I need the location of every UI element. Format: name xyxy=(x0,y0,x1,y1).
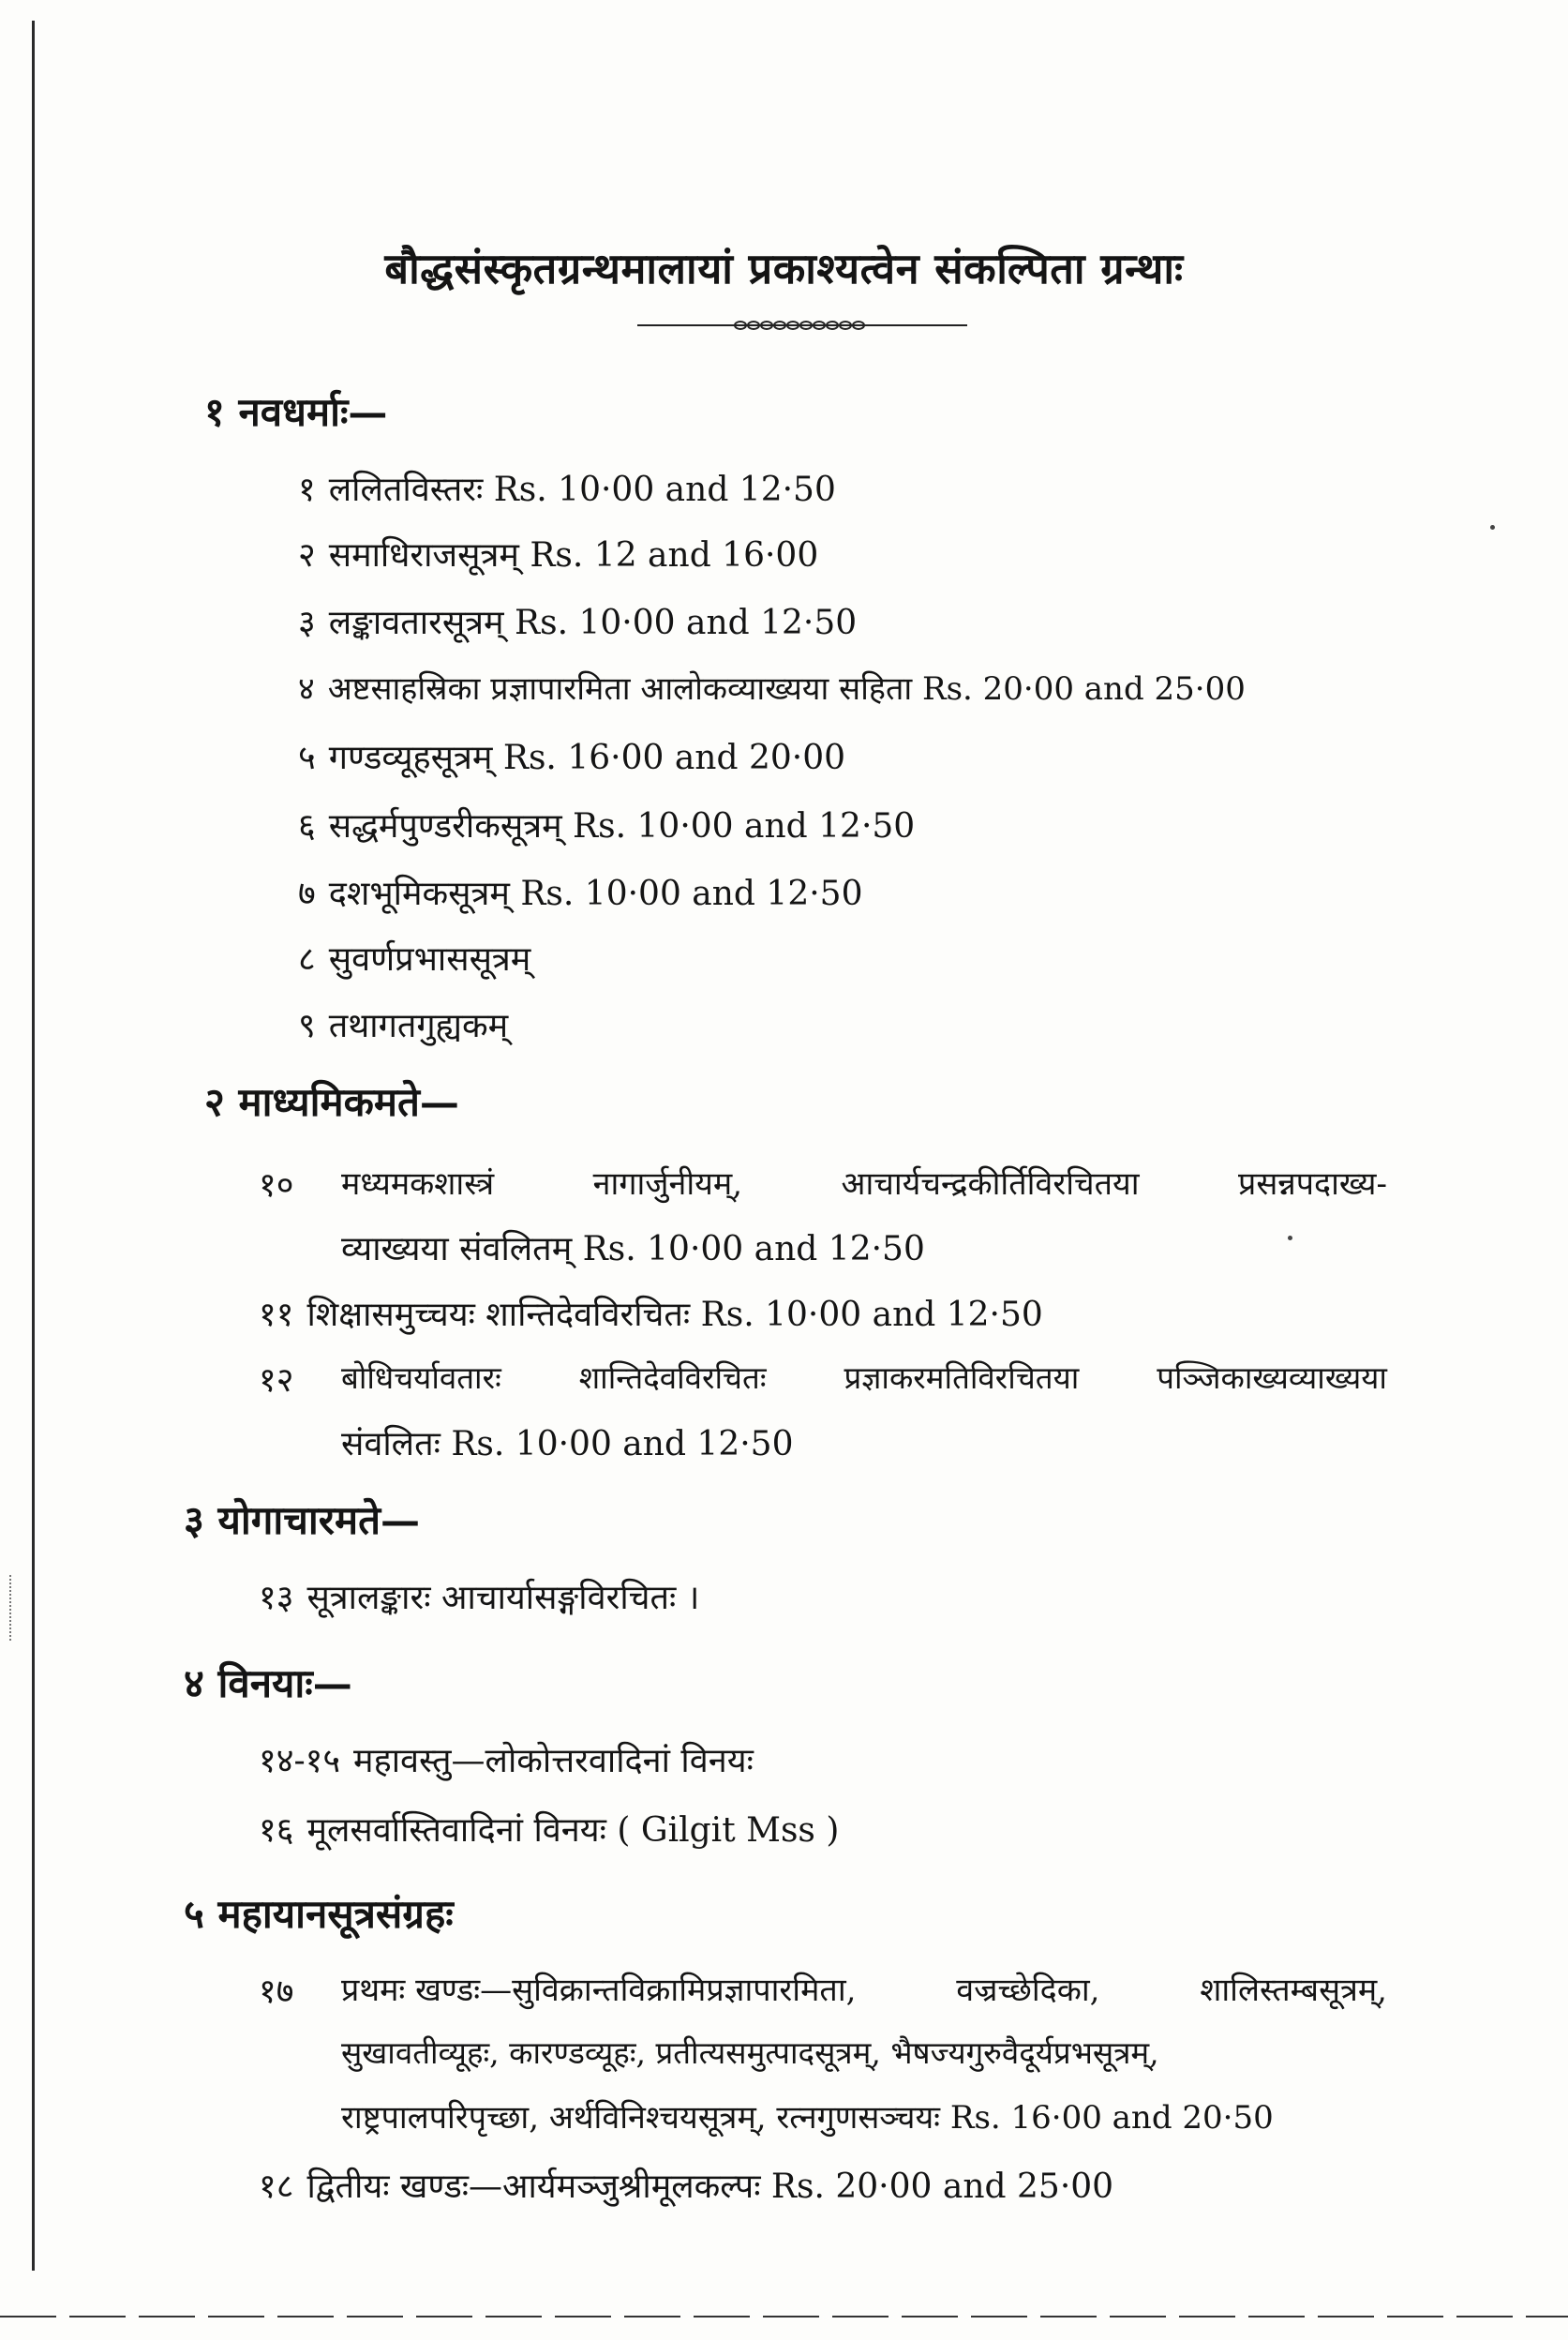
section-heading-2: २ माध्यमिकमते— xyxy=(204,1079,459,1125)
speck xyxy=(1288,1236,1292,1240)
bottom-dashed-rule xyxy=(0,2316,1568,2318)
list-item: ३ लङ्कावतारसूत्रम् Rs. 10·00 and 12·50 xyxy=(298,604,858,642)
section-heading-1: १ नवधर्माः— xyxy=(204,389,388,435)
list-item: ८ सुवर्णप्रभाससूत्रम् xyxy=(298,940,531,979)
list-item: १४-१५ महावस्तु—लोकोत्तरवादिनां विनयः xyxy=(259,1742,754,1780)
list-item-continuation: सुखावतीव्यूहः, कारण्डव्यूहः, प्रतीत्यसमुत्पादसूत्रम्, भैषज्यगुरुवैदूर्यप्रभसूत्रम्, xyxy=(341,2034,1159,2071)
section-heading-3: ३ योगाचारमते— xyxy=(184,1497,421,1543)
list-item: १३ सूत्रालङ्कारः आचार्यासङ्गविरचितः । xyxy=(259,1579,700,1617)
list-item-line: मध्यमकशास्त्रं नागार्जुनीयम्, आचार्यचन्द्रकीर्तिविरचितया प्रसन्नपदाख्य- xyxy=(341,1165,1387,1203)
list-item-line: प्रथमः खण्डः—सुविक्रान्तविक्रामिप्रज्ञापारमिता, वज्रच्छेदिका, शालिस्तम्बसूत्रम्, xyxy=(341,1972,1387,2009)
list-item: १ ललितविस्तरः Rs. 10·00 and 12·50 xyxy=(298,471,836,509)
list-item-continuation: संवलितः Rs. 10·00 and 12·50 xyxy=(341,1425,794,1463)
section-heading-5: ५ महायानसूत्रसंग्रहः xyxy=(184,1891,454,1937)
list-item-continuation: व्याख्यया संवलितम् Rs. 10·00 and 12·50 xyxy=(341,1230,925,1268)
speck xyxy=(1490,525,1495,530)
list-item: २ समाधिराजसूत्रम् Rs. 12 and 16·00 xyxy=(298,536,819,575)
list-item: ६ सद्धर्मपुण्डरीकसूत्रम् Rs. 10·00 and 12·50 xyxy=(298,807,916,846)
list-item: ४ अष्टसाहस्रिका प्रज्ञापारमिता आलोकव्याख्यया सहिता Rs. 20·00 and 25·00 xyxy=(298,670,1246,708)
list-item: ५ गण्डव्यूहसूत्रम् Rs. 16·00 and 20·00 xyxy=(298,739,846,777)
list-item-number: १२ xyxy=(259,1361,294,1400)
list-item-continuation: राष्ट्रपालपरिपृच्छा, अर्थविनिश्चयसूत्रम्, रत्नगुणसञ्चयः Rs. 16·00 and 20·50 xyxy=(341,2099,1274,2137)
page-title: बौद्धसंस्कृतग्रन्थमालायां प्रकाश्यत्वेन संकल्पिता ग्रन्थाः xyxy=(384,244,1184,293)
list-item-number: १७ xyxy=(259,1972,294,2011)
binding-marks xyxy=(9,1575,21,1641)
list-item-line: बोधिचर्यावतारः शान्तिदेवविरचितः प्रज्ञाकरमतिविरचितया पञ्जिकाख्यव्याख्यया xyxy=(341,1359,1387,1396)
title-ornament-rule xyxy=(637,319,967,332)
list-item: ११ शिक्षासमुच्चयः शान्तिदेवविरचितः Rs. 10·00 and 12·50 xyxy=(259,1296,1043,1334)
list-item: १६ मूलसर्वास्तिवादिनां विनयः ( Gilgit Mss ) xyxy=(259,1811,840,1850)
list-item: ७ दशभूमिकसूत्रम् Rs. 10·00 and 12·50 xyxy=(298,875,863,913)
list-item-number: १० xyxy=(259,1166,294,1205)
list-item: ९ तथागतगुह्यकम् xyxy=(298,1007,509,1045)
left-page-edge-line xyxy=(32,21,35,2271)
list-item: १८ द्वितीयः खण्डः—आर्यमञ्जुश्रीमूलकल्पः Rs. 20·00 and 25·00 xyxy=(259,2168,1114,2206)
section-heading-4: ४ विनयाः— xyxy=(184,1660,352,1706)
